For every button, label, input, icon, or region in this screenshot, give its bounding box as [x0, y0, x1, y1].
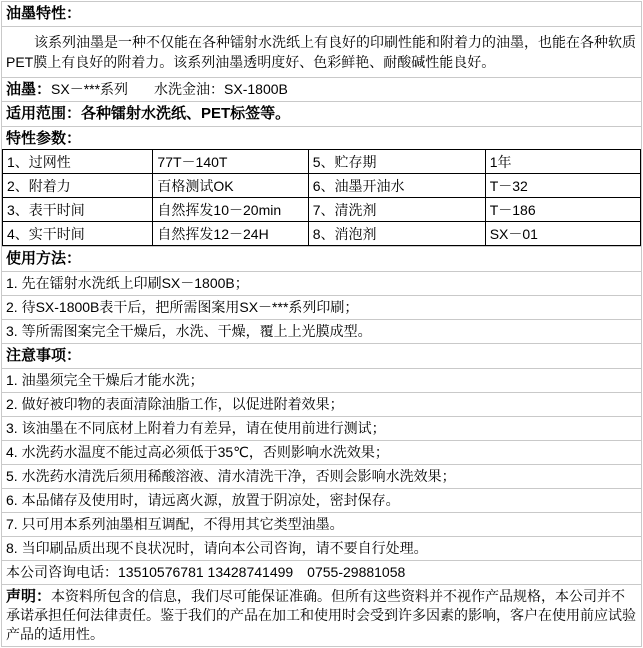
usage-item: 2. 待SX-1800B表干后，把所需图案用SX－***系列印刷；	[2, 296, 641, 320]
note-item: 8. 当印刷品质出现不良状况时，请向本公司咨询，请不要自行处理。	[2, 537, 641, 561]
note-item: 5. 水洗药水清洗后须用稀酸溶液、清水清洗干净，否则会影响水洗效果；	[2, 465, 641, 489]
param-value: 1年	[485, 150, 640, 174]
ink-features-heading: 油墨特性：	[2, 2, 641, 27]
param-name: 4、实干时间	[3, 222, 153, 246]
notes-heading: 注意事项：	[2, 344, 641, 369]
note-item: 1. 油墨须完全干燥后才能水洗；	[2, 369, 641, 393]
note-item: 7. 只可用本系列油墨相互调配，不得用其它类型油墨。	[2, 513, 641, 537]
ink-series-value: SX－***系列	[51, 81, 129, 97]
wash-gold-label: 水洗金油：	[154, 81, 225, 97]
note-item: 6. 本品储存及使用时，请远离火源，放置于阴凉处，密封保存。	[2, 489, 641, 513]
statement-label: 声明：	[6, 588, 52, 605]
param-row	[3, 150, 641, 174]
usage-item: 1. 先在镭射水洗纸上印刷SX－1800B；	[2, 272, 641, 296]
param-name: 8、消泡剂	[308, 222, 485, 246]
params-table	[2, 149, 641, 246]
param-value: 百格测试OK	[153, 174, 308, 198]
param-value: T－186	[485, 198, 640, 222]
ink-features-description: 该系列油墨是一种不仅能在各种镭射水洗纸上有良好的印刷性能和附着力的油墨，也能在各种软质PET膜上有良好的附着力。该系列油墨透明度好、色彩鲜艳、耐酸碱性能良好。	[2, 27, 641, 78]
application-scope-line: 适用范围：各种镭射水洗纸、PET标签等。	[2, 102, 641, 127]
usage-heading: 使用方法：	[2, 247, 641, 272]
wash-gold-value: SX-1800B	[224, 81, 288, 97]
param-row	[3, 198, 641, 222]
usage-item: 3. 等所需图案完全干燥后，水洗、干燥，覆上上光膜成型。	[2, 320, 641, 344]
params-heading: 特性参数：	[6, 130, 82, 147]
statement-line	[2, 585, 641, 646]
param-value: 77T－140T	[153, 150, 308, 174]
param-row	[3, 222, 641, 246]
phone-label: 本公司咨询电话：	[6, 564, 118, 580]
note-item: 2. 做好被印物的表面清除油脂工作，以促进附着效果；	[2, 393, 641, 417]
statement-text: 本资料所包含的信息，我们尽可能保证准确。但所有这些资料并不视作产品规格，本公司并不承诺承担任何法律责任。鉴于我们的产品在加工和使用时会受到许多因素的影响，客户在使用前应试验产品的适用性。	[6, 588, 636, 642]
param-name: 3、表干时间	[3, 198, 153, 222]
product-spec-sheet	[1, 1, 642, 647]
param-row	[3, 174, 641, 198]
phone-numbers: 13510576781 13428741499 0755-29881058	[118, 564, 406, 580]
ink-label: 油墨：	[6, 81, 52, 98]
param-name: 2、附着力	[3, 174, 153, 198]
param-name: 6、油墨开油水	[308, 174, 485, 198]
phone-line	[2, 561, 641, 585]
ink-model-line	[2, 78, 641, 102]
param-name: 7、清洗剂	[308, 198, 485, 222]
param-value: T－32	[485, 174, 640, 198]
param-value: SX－01	[485, 222, 640, 246]
note-item: 4. 水洗药水温度不能过高必须低于35℃，否则影响水洗效果；	[2, 441, 641, 465]
params-section	[2, 127, 641, 247]
note-item: 3. 该油墨在不同底材上附着力有差异，请在使用前进行测试；	[2, 417, 641, 441]
param-name: 1、过网性	[3, 150, 153, 174]
param-name: 5、贮存期	[308, 150, 485, 174]
param-value: 自然挥发12－24H	[153, 222, 308, 246]
param-value: 自然挥发10－20min	[153, 198, 308, 222]
